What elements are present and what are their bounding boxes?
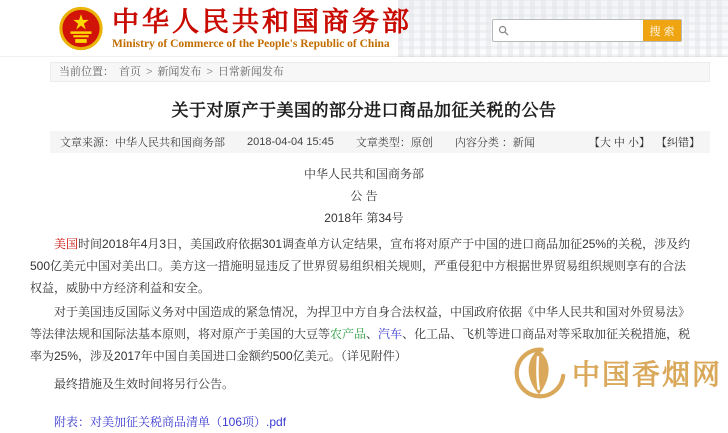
breadcrumb xyxy=(50,62,710,82)
font-size-control[interactable]: 【大 中 小】 xyxy=(588,137,650,149)
document-header xyxy=(0,163,728,229)
paragraph-2 xyxy=(30,301,698,367)
meta-type: 文章类型：原创 xyxy=(355,137,433,149)
site-title: 中华人民共和国商务部 xyxy=(112,7,412,37)
search-input[interactable] xyxy=(513,20,643,41)
paragraph-2-before: 对于美国违反国际义务对中国造成的紧急情况，为捍卫中方自身合法权益，中国政府依据《中华人民共和国对外贸易法》等法律法规和国际法基本原则，将对原产于美国的大豆等 xyxy=(30,305,691,341)
error-correction-control[interactable]: 【纠错】 xyxy=(656,137,700,149)
breadcrumb-item-daily-news[interactable]: 日常新闻发布 xyxy=(217,65,284,78)
attachment-pdf-link[interactable]: 附表：对美加征关税商品清单（106项）.pdf xyxy=(54,415,287,429)
automobiles-link[interactable]: 汽车 xyxy=(378,327,403,341)
document-type: 公 告 xyxy=(350,189,378,203)
search-icon xyxy=(493,20,513,41)
paragraph-1-text: 时间2018年4月3日，美国政府依据301调查单方认定结果，宣布将对原产于中国的进口商品加征25%的关税，涉及约500亿美元中国对美出口。美方这一措施明显违反了世界贸易组织相关规则，严重侵犯中方根据世界贸易组织规则享有的合法权益，威胁中方经济利益和安全。 xyxy=(30,237,691,295)
meta-controls xyxy=(589,134,700,150)
document-number: 2018年 第34号 xyxy=(324,211,404,225)
site-subtitle-english: Ministry of Commerce of the People's Republic of China xyxy=(112,38,390,50)
paragraph-2-separator: 、 xyxy=(366,327,379,341)
article-meta-bar xyxy=(50,131,710,153)
paragraph-3: 最终措施及生效时间将另行公告。 xyxy=(54,377,235,391)
paragraph-1 xyxy=(30,233,698,299)
paragraph-1-highlight: 美国 xyxy=(54,237,79,251)
meta-datetime: 2018-04-04 15:45 xyxy=(247,136,334,148)
breadcrumb-label: 当前位置： xyxy=(59,65,114,78)
agricultural-products-link[interactable]: 农产品 xyxy=(330,327,367,341)
national-emblem-icon xyxy=(58,5,104,52)
search-button[interactable]: 搜索 xyxy=(643,20,681,41)
site-brand-home-link[interactable] xyxy=(112,7,412,50)
paragraph-2-after: 、化工品、飞机等进口商品对等采取加征关税措施，税率为25%，涉及2017年中国自美国进口金额约500亿美元。（详见附件） xyxy=(30,327,691,363)
breadcrumb-separator: > xyxy=(206,65,213,78)
document-issuer: 中华人民共和国商务部 xyxy=(303,167,424,181)
meta-source: 文章来源：中华人民共和国商务部 xyxy=(60,137,225,149)
article-body xyxy=(30,233,698,433)
search-box xyxy=(492,19,682,42)
article-title: 关于对原产于美国的部分进口商品加征关税的公告 xyxy=(171,101,557,120)
watermark-text: 中国香烟网 xyxy=(571,360,722,391)
breadcrumb-item-news[interactable]: 新闻发布 xyxy=(157,65,202,78)
meta-category: 内容分类 ：新闻 xyxy=(454,137,535,149)
breadcrumb-separator: > xyxy=(146,65,153,78)
attachment-row xyxy=(30,411,698,433)
site-header xyxy=(0,0,728,57)
breadcrumb-item-home[interactable]: 首页 xyxy=(119,65,141,78)
